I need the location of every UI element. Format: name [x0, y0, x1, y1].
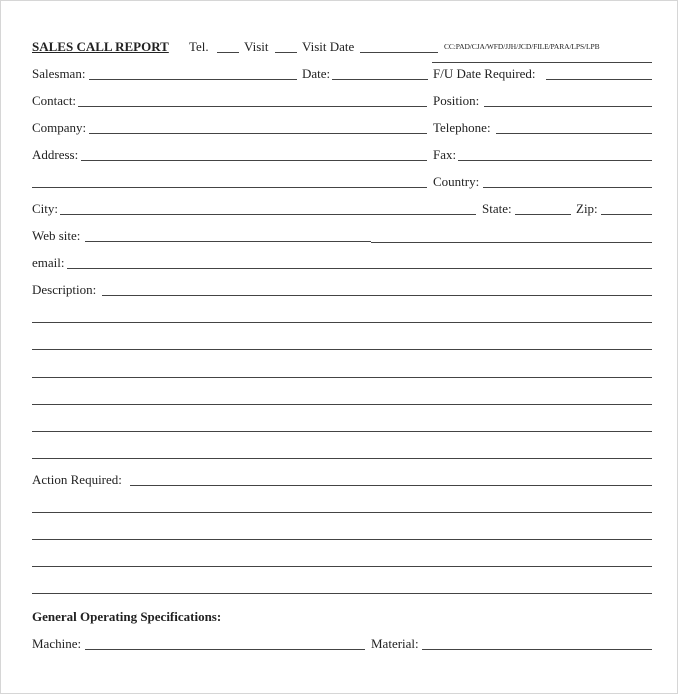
date-label: Date: — [302, 66, 331, 81]
action-line[interactable] — [32, 512, 652, 513]
visit-date-label: Visit Date — [302, 39, 355, 54]
address-label: Address: — [32, 147, 79, 162]
fax-label: Fax: — [433, 147, 457, 162]
visit-date-field[interactable] — [360, 52, 438, 53]
visit-blank[interactable] — [275, 52, 297, 53]
description-line[interactable] — [32, 458, 652, 459]
address-line-2[interactable] — [32, 187, 427, 188]
description-line[interactable] — [32, 431, 652, 432]
country-field[interactable] — [483, 187, 652, 188]
country-label: Country: — [433, 174, 480, 189]
telephone-label: Telephone: — [433, 120, 491, 135]
contact-field[interactable] — [78, 106, 427, 107]
position-field[interactable] — [484, 106, 652, 107]
email-label: email: — [32, 255, 65, 270]
action-line[interactable] — [32, 593, 652, 594]
description-line[interactable] — [32, 404, 652, 405]
header-rule — [432, 62, 652, 63]
company-field[interactable] — [89, 133, 427, 134]
address-field[interactable] — [81, 160, 427, 161]
action-line[interactable] — [32, 539, 652, 540]
city-label: City: — [32, 201, 59, 216]
date-field[interactable] — [332, 79, 428, 80]
machine-label: Machine: — [32, 636, 82, 651]
form-title: SALES CALL REPORT — [32, 39, 169, 54]
tel-blank[interactable] — [217, 52, 239, 53]
cc-list: CC:PAD/CJA/WFD/JJH/JCD/FILE/PARA/LPS/LPB — [444, 42, 600, 51]
email-field[interactable] — [67, 268, 652, 269]
description-line[interactable] — [32, 349, 652, 350]
action-required-label: Action Required: — [32, 472, 122, 487]
website-field-ext[interactable] — [371, 242, 652, 243]
description-line[interactable] — [32, 322, 652, 323]
tel-label: Tel. — [189, 39, 209, 54]
specs-heading: General Operating Specifications: — [32, 609, 222, 624]
action-line[interactable] — [32, 566, 652, 567]
telephone-field[interactable] — [496, 133, 652, 134]
fu-date-field[interactable] — [546, 79, 652, 80]
contact-label: Contact: — [32, 93, 77, 108]
machine-field[interactable] — [85, 649, 365, 650]
action-line[interactable] — [130, 485, 652, 486]
website-field[interactable] — [85, 241, 371, 242]
state-label: State: — [482, 201, 512, 216]
position-label: Position: — [433, 93, 480, 108]
description-label: Description: — [32, 282, 97, 297]
zip-field[interactable] — [601, 214, 652, 215]
visit-label: Visit — [244, 39, 269, 54]
salesman-label: Salesman: — [32, 66, 86, 81]
state-field[interactable] — [515, 214, 571, 215]
material-label: Material: — [371, 636, 419, 651]
city-field[interactable] — [60, 214, 476, 215]
fax-field[interactable] — [458, 160, 652, 161]
description-line[interactable] — [32, 377, 652, 378]
zip-label: Zip: — [576, 201, 598, 216]
fu-date-label: F/U Date Required: — [433, 66, 536, 81]
description-line[interactable] — [102, 295, 652, 296]
website-label: Web site: — [32, 228, 81, 243]
salesman-field[interactable] — [89, 79, 297, 80]
company-label: Company: — [32, 120, 87, 135]
material-field[interactable] — [422, 649, 652, 650]
